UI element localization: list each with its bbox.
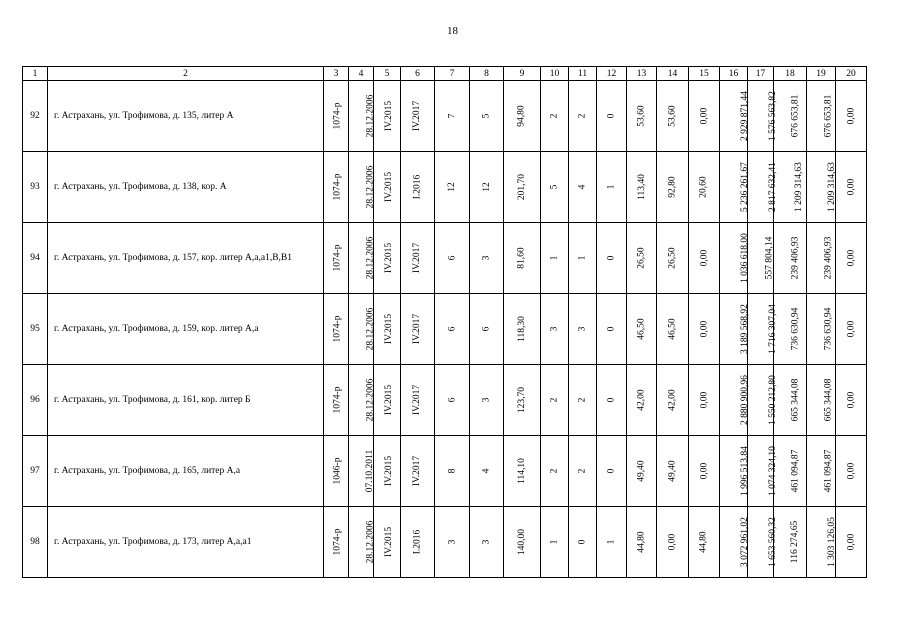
table-cell [836,223,867,294]
cell-value: 118,30 [517,316,527,342]
column-header: 14 [657,67,689,81]
table-cell [435,223,470,294]
table-cell [657,507,689,578]
table-cell [324,223,349,294]
cell-value: 5 236 261,67 [739,162,750,212]
table-cell [657,223,689,294]
cell-value: 0 [577,539,588,545]
cell-value: 0,00 [846,320,856,338]
table-cell [748,507,778,578]
table-cell [597,81,627,152]
cell-value: IV.2015 [384,526,395,558]
table-cell [324,365,349,436]
cell-value: 1 303 126,05 [826,517,837,567]
table-cell: г. Астрахань, ул. Трофимова, д. 138, кор. А [48,152,324,223]
table-cell [470,81,504,152]
table-cell [470,507,504,578]
table-cell [836,81,867,152]
table-cell [504,81,541,152]
table-cell [349,365,374,436]
cell-value: 201,70 [517,173,527,201]
table-cell [836,507,867,578]
column-header: 7 [435,67,470,81]
column-header: 1 [23,67,48,81]
cell-value: IV.2017 [412,384,423,416]
table-cell [349,436,374,507]
cell-value: 1074-р [332,315,343,343]
table-cell [807,365,836,436]
column-header: 15 [689,67,720,81]
column-header: 12 [597,67,627,81]
table-cell [627,223,657,294]
cell-value: 0,00 [846,178,856,196]
table-cell [689,365,720,436]
cell-value: 42,00 [667,389,678,411]
cell-value: 8 [447,468,457,474]
table-cell [435,294,470,365]
cell-value: 28.12.2006 [365,236,376,280]
column-header: 5 [374,67,401,81]
cell-value: 3 [481,539,492,545]
cell-value: 94,80 [517,105,527,127]
table-cell [435,507,470,578]
table-cell [435,436,470,507]
cell-value: 140,00 [517,528,527,556]
table-cell: 98 [23,507,48,578]
table-cell [504,152,541,223]
table-cell [748,436,778,507]
cell-value: 5 [481,113,492,119]
table-cell [349,152,374,223]
table-cell [401,294,435,365]
cell-value: IV.2015 [384,242,395,274]
cell-value: 1 209 314,63 [793,162,804,212]
cell-value: IV.2015 [384,455,395,487]
cell-value: 49,40 [636,460,647,482]
cell-value: 6 [447,255,457,261]
table-cell [807,81,836,152]
cell-value: 1046-р [332,457,343,485]
cell-value: 1074-р [332,102,343,130]
table-cell [374,365,401,436]
table-cell [774,81,807,152]
table-cell [657,294,689,365]
table-row [23,152,867,223]
table-cell: г. Астрахань, ул. Трофимова, д. 173, литер А,а,а1 [48,507,324,578]
cell-value: 28.12.2006 [365,520,376,564]
cell-value: 3 [447,539,457,545]
table-cell [374,436,401,507]
table-row [23,436,867,507]
table-cell [435,152,470,223]
cell-value: 0,00 [699,107,709,125]
table-cell [435,81,470,152]
table-cell [569,223,597,294]
cell-value: 2 [577,113,588,119]
table-cell [569,81,597,152]
data-table [22,66,867,578]
cell-value: 239 406,93 [823,236,834,280]
table-cell [401,152,435,223]
cell-value: 42,00 [636,389,647,411]
table-cell [720,81,748,152]
cell-value: 2 880 900,96 [739,375,750,425]
table-cell [748,223,774,294]
table-cell [504,294,541,365]
table-cell [401,507,435,578]
cell-value: 1 074 324,10 [767,446,778,496]
table-cell [774,294,807,365]
table-cell [597,365,627,436]
table-cell [689,436,720,507]
column-header: 4 [349,67,374,81]
cell-value: 6 [447,397,457,403]
table-cell [836,436,867,507]
cell-value: 46,50 [667,318,678,340]
table-cell [349,81,374,152]
cell-value: 1 576 563,82 [767,91,778,141]
table-cell [569,152,597,223]
cell-value: 736 630,94 [790,307,801,351]
table-cell [541,436,569,507]
table-cell [720,223,748,294]
cell-value: 0,00 [846,107,856,125]
cell-value: 0,00 [699,391,709,409]
table-cell [401,223,435,294]
table-cell: г. Астрахань, ул. Трофимова, д. 159, кор. литер А,а [48,294,324,365]
cell-value: 0 [606,468,617,474]
cell-value: 736 630,94 [823,307,834,351]
cell-value: 2 817 632,41 [767,162,778,212]
table-cell [748,81,778,152]
column-header: 17 [748,67,774,81]
cell-value: 26,50 [636,247,647,269]
column-header: 9 [504,67,541,81]
cell-value: 53,60 [667,105,678,127]
table-cell [627,365,657,436]
cell-value: IV.2017 [412,242,423,274]
table-cell [774,223,807,294]
table-row [23,507,867,578]
cell-value: 7 [447,113,457,119]
table-cell [836,152,867,223]
table-cell [807,507,836,578]
table-cell [774,436,807,507]
column-header: 2 [48,67,324,81]
table-cell [374,294,401,365]
cell-value: 0,00 [699,249,709,267]
cell-value: 1074-р [332,244,343,272]
cell-value: IV.2017 [412,455,423,487]
cell-value: 0,00 [846,249,856,267]
cell-value: 6 [481,326,492,332]
table-cell [720,365,748,436]
table-cell: г. Астрахань, ул. Трофимова, д. 165, литер А,а [48,436,324,507]
table-cell [569,436,597,507]
cell-value: 1 209 314,63 [826,162,837,212]
cell-value: 3 [481,397,492,403]
table-cell [541,81,569,152]
table-cell [374,152,401,223]
table-cell [774,365,807,436]
table-cell [597,152,627,223]
table-cell [597,223,627,294]
cell-value: 1074-р [332,173,343,201]
cell-value: 2 [577,397,588,403]
cell-value: 116 274,65 [790,520,801,564]
cell-value: 1 996 513,84 [739,446,750,496]
cell-value: 114,10 [517,458,527,484]
cell-value: 28.12.2006 [365,378,376,422]
cell-value: 1 [577,255,588,261]
cell-value: IV.2017 [412,100,423,132]
cell-value: 3 [481,255,492,261]
cell-value: 44,80 [699,531,709,553]
table-cell [569,365,597,436]
table-cell [504,507,541,578]
table-cell: г. Астрахань, ул. Трофимова, д. 135, литер А [48,81,324,152]
cell-value: 2 [549,468,560,474]
table-cell [720,507,748,578]
cell-value: 461 094,87 [790,449,801,493]
cell-value: 1 [549,255,560,261]
cell-value: 46,50 [636,318,647,340]
cell-value: 1074-р [332,528,343,556]
cell-value: 1 [606,184,617,190]
cell-value: I.2016 [412,529,423,555]
column-header: 16 [720,67,748,81]
table-cell [774,152,807,223]
table-cell [774,507,807,578]
table-cell [836,294,867,365]
table-cell [720,152,748,223]
column-header: 18 [774,67,807,81]
cell-value: 53,60 [636,105,647,127]
cell-value: 92,80 [667,176,678,198]
cell-value: 12 [447,182,457,192]
table-cell [597,294,627,365]
cell-value: 26,50 [667,247,678,269]
cell-value: IV.2015 [384,171,395,203]
table-cell [470,152,504,223]
table-cell [627,507,657,578]
table-cell [349,294,374,365]
table-cell [689,294,720,365]
cell-value: 28.12.2006 [365,307,376,351]
table-cell [349,507,374,578]
cell-value: 49,40 [667,460,678,482]
cell-value: 6 [447,326,457,332]
table-cell [689,223,720,294]
table-cell [657,436,689,507]
table-cell [807,223,836,294]
table-cell [689,507,720,578]
table-cell [627,436,657,507]
table-cell [349,223,374,294]
cell-value: 0,00 [846,462,856,480]
cell-value: 0,00 [846,391,856,409]
table-cell [374,81,401,152]
cell-value: 1 036 618,00 [739,233,750,283]
table-row [23,223,867,294]
column-header: 13 [627,67,657,81]
cell-value: IV.2015 [384,384,395,416]
cell-value: 2 929 871,44 [739,91,750,141]
table-cell [541,152,569,223]
cell-value: 0 [606,397,617,403]
cell-value: 1 [549,539,560,545]
cell-value: 123,70 [517,386,527,414]
table-cell [374,507,401,578]
cell-value: 113,40 [636,174,647,200]
table-cell: 94 [23,223,48,294]
cell-value: 28.12.2006 [365,94,376,138]
cell-value: 0,00 [699,462,709,480]
table-cell [470,223,504,294]
cell-value: I.2016 [412,174,423,200]
cell-value: 1 [606,539,617,545]
table-cell: г. Астрахань, ул. Трофимова, д. 161, кор. литер Б [48,365,324,436]
table-cell: 95 [23,294,48,365]
cell-value: 3 072 961,02 [739,517,750,567]
table-cell [541,294,569,365]
cell-value: 0,00 [699,320,709,338]
cell-value: 07.10.2011 [365,449,376,493]
table-cell [657,81,689,152]
table-cell [748,152,778,223]
table-cell: 92 [23,81,48,152]
cell-value: 20,60 [699,176,709,198]
cell-value: 3 [577,326,588,332]
table-cell [627,81,657,152]
table-row [23,81,867,152]
table-cell [504,436,541,507]
table-cell: 96 [23,365,48,436]
cell-value: 676 653,81 [790,94,801,138]
table-cell [657,365,689,436]
cell-value: 557 804,14 [764,236,775,280]
column-header: 3 [324,67,349,81]
table-row [23,365,867,436]
cell-value: 2 [577,468,588,474]
table-cell [569,507,597,578]
table-cell [748,294,778,365]
table-cell [541,365,569,436]
cell-value: 2 [549,397,560,403]
cell-value: 5 [549,184,560,190]
table-cell [627,152,657,223]
table-cell [720,436,748,507]
cell-value: 4 [577,184,588,190]
cell-value: 1074-р [332,386,343,414]
cell-value: 0,00 [846,533,856,551]
table-cell [836,365,867,436]
table-cell [470,436,504,507]
cell-value: 1 653 560,32 [767,517,778,567]
cell-value: 239 406,93 [790,236,801,280]
page-number: 18 [447,25,458,37]
column-header: 8 [470,67,504,81]
cell-value: 2 [549,113,560,119]
table-cell [597,507,627,578]
cell-value: 28.12.2006 [365,165,376,209]
cell-value: 4 [481,468,492,474]
cell-value: 0 [606,326,617,332]
cell-value: 676 653,81 [823,94,834,138]
cell-value: 1 550 212,80 [767,375,778,425]
table-cell [324,294,349,365]
table-row [23,294,867,365]
column-header: 20 [836,67,867,81]
table-cell [401,81,435,152]
table-cell [807,294,836,365]
cell-value: 665 344,08 [790,378,801,422]
table-cell [569,294,597,365]
column-header: 19 [807,67,836,81]
table-cell: 97 [23,436,48,507]
cell-value: 1 716 307,04 [767,304,778,354]
column-header: 11 [569,67,597,81]
cell-value: 3 [549,326,560,332]
table-cell: 93 [23,152,48,223]
table-cell: г. Астрахань, ул. Трофимова, д. 157, кор. литер А,а,а1,В,В1 [48,223,324,294]
table-cell [720,294,748,365]
table-cell [504,223,541,294]
cell-value: 0 [606,113,617,119]
cell-value: IV.2017 [412,313,423,345]
table-cell [435,365,470,436]
table-cell [324,152,349,223]
table-cell [401,436,435,507]
table-cell [541,507,569,578]
table-cell [504,365,541,436]
cell-value: 12 [481,182,492,192]
table-cell [324,436,349,507]
table-cell [807,152,836,223]
cell-value: IV.2015 [384,100,395,132]
cell-value: 3 189 568,92 [739,304,750,354]
cell-value: IV.2015 [384,313,395,345]
table-cell [748,365,778,436]
table-cell [689,152,720,223]
cell-value: 44,80 [636,531,647,553]
table-cell [541,223,569,294]
table-cell [689,81,720,152]
table-cell [657,152,689,223]
table-header-row [23,67,867,81]
table-cell [807,436,836,507]
cell-value: 0 [606,255,617,261]
table-cell [324,507,349,578]
table-cell [470,294,504,365]
cell-value: 0,00 [667,533,678,551]
table-cell [627,294,657,365]
column-header: 10 [541,67,569,81]
table-cell [470,365,504,436]
cell-value: 461 094,87 [823,449,834,493]
cell-value: 81,60 [517,247,527,269]
table-cell [374,223,401,294]
cell-value: 665 344,08 [823,378,834,422]
table-cell [324,81,349,152]
table-cell [401,365,435,436]
table-cell [597,436,627,507]
column-header: 6 [401,67,435,81]
